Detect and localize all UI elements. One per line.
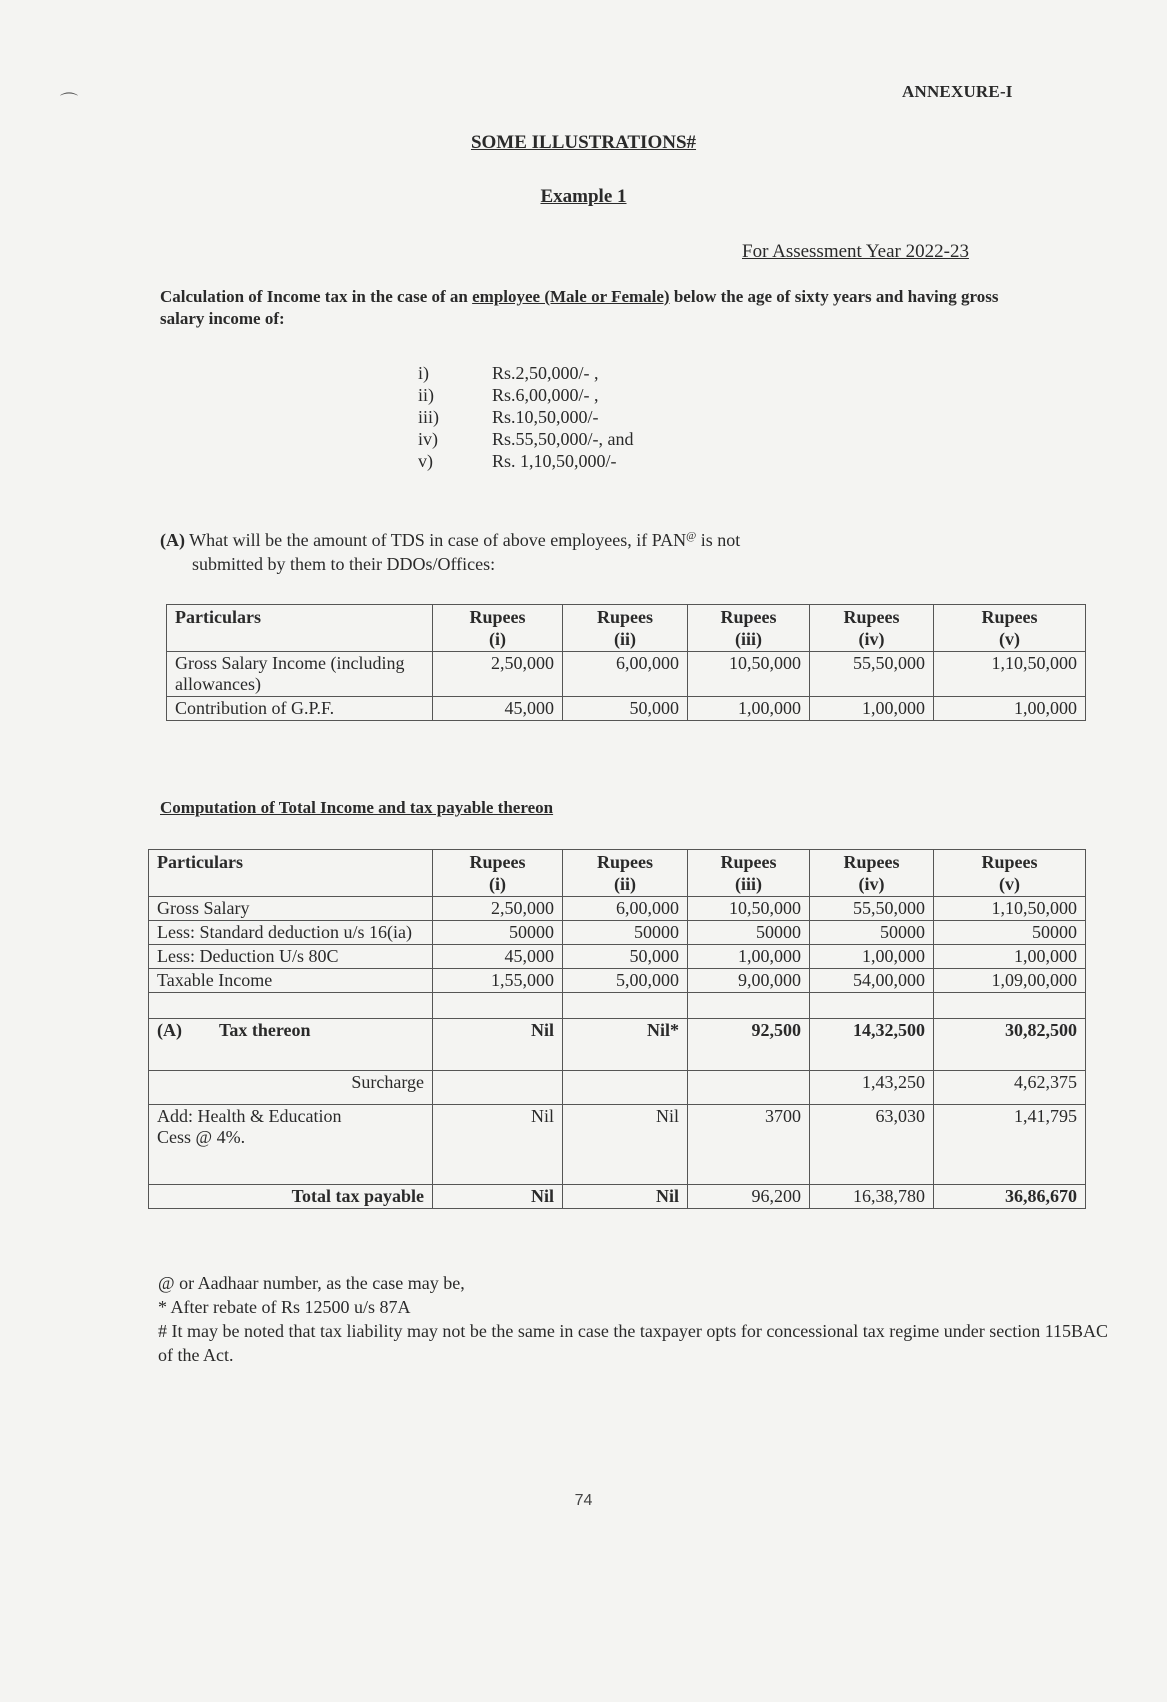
cell: 1,00,000 [688, 945, 810, 969]
page-title [0, 132, 1167, 154]
list-text: Rs.2,50,000/- , [492, 363, 599, 383]
cell: 50000 [563, 921, 688, 945]
cell: 50,000 [563, 945, 688, 969]
cell: 55,50,000 [810, 652, 934, 697]
example-text: Example 1 [540, 186, 627, 207]
cell: 6,00,000 [563, 652, 688, 697]
cell: 1,10,50,000 [934, 652, 1086, 697]
question-text: is not [696, 530, 741, 550]
table-row-total [149, 1185, 1086, 1209]
header-sub: (i) [489, 629, 506, 649]
cell: 10,50,000 [688, 897, 810, 921]
table-row [149, 897, 1086, 921]
cell: Nil* [563, 1019, 688, 1071]
table-row [167, 652, 1086, 697]
cell: 1,10,50,000 [934, 897, 1086, 921]
list-num: v) [418, 451, 433, 471]
cell: 1,00,000 [688, 697, 810, 721]
question-line-1 [160, 524, 960, 552]
cell: 50000 [433, 921, 563, 945]
list-item [418, 450, 634, 472]
table-row [149, 1071, 1086, 1105]
list-item [418, 406, 634, 428]
cell: 55,50,000 [810, 897, 934, 921]
row-label: Contribution of G.P.F. [167, 697, 433, 721]
row-label: Less: Deduction U/s 80C [149, 945, 433, 969]
list-num: iv) [418, 429, 438, 449]
row-label: Gross Salary Income (including allowances) [167, 652, 433, 697]
intro-paragraph [160, 286, 1040, 330]
cell: 4,62,375 [934, 1071, 1086, 1105]
header-text: Rupees [843, 852, 900, 872]
section-title: Computation of Total Income and tax payable thereon [160, 798, 554, 817]
cell: 45,000 [433, 697, 563, 721]
cell: 92,500 [688, 1019, 810, 1071]
list-item [418, 428, 634, 450]
list-text: Rs.6,00,000/- , [492, 385, 599, 405]
column-header [563, 605, 688, 652]
row-label-text: Tax thereon [219, 1020, 311, 1040]
table-header-row [149, 850, 1086, 897]
cell: 63,030 [810, 1105, 934, 1185]
column-header [810, 605, 934, 652]
intro-text-2: below the age of sixty years and having gross salary income of: [160, 287, 999, 328]
annexure-label: ANNEXURE-I [902, 82, 1013, 101]
header-sub: (iv) [858, 874, 885, 894]
cell: 1,41,795 [934, 1105, 1086, 1185]
row-label: Add: Health & Education Cess @ 4%. [149, 1105, 433, 1185]
header-sub: (iii) [735, 874, 762, 894]
column-header: Particulars [149, 850, 433, 897]
header-sub: (ii) [614, 874, 636, 894]
cell [934, 993, 1086, 1019]
header-sub: (iv) [858, 629, 885, 649]
assessment-year: For Assessment Year 2022-23 [742, 241, 969, 262]
table-row [149, 921, 1086, 945]
column-header [934, 605, 1086, 652]
question-label: (A) [160, 530, 185, 550]
cell [433, 1071, 563, 1105]
header-text: Rupees [843, 607, 900, 627]
cell [433, 993, 563, 1019]
cell: 1,00,000 [934, 945, 1086, 969]
row-label [149, 993, 433, 1019]
cell: 50,000 [563, 697, 688, 721]
list-num: iii) [418, 407, 439, 427]
column-header [688, 605, 810, 652]
column-header [934, 850, 1086, 897]
header-text: Rupees [981, 607, 1038, 627]
list-num: i) [418, 363, 429, 383]
cell [688, 993, 810, 1019]
header-sub: (i) [489, 874, 506, 894]
row-label: Total tax payable [149, 1185, 433, 1209]
question-line-2: submitted by them to their DDOs/Offices: [192, 554, 496, 574]
cell: 54,00,000 [810, 969, 934, 993]
cell: 5,00,000 [563, 969, 688, 993]
header-text: Rupees [981, 852, 1038, 872]
cell [688, 1071, 810, 1105]
column-header [563, 850, 688, 897]
column-header [810, 850, 934, 897]
cell: Nil [433, 1105, 563, 1185]
table-row [167, 697, 1086, 721]
header-sub: (ii) [614, 629, 636, 649]
cell: Nil [563, 1105, 688, 1185]
row-label: Gross Salary [149, 897, 433, 921]
question-text: What will be the amount of TDS in case of above employees, if PAN [185, 530, 687, 550]
cell: 50000 [810, 921, 934, 945]
cell: 2,50,000 [433, 897, 563, 921]
cell: 50000 [688, 921, 810, 945]
list-text: Rs. 1,10,50,000/- [492, 451, 617, 471]
header-sub: (v) [999, 629, 1020, 649]
footnote: * After rebate of Rs 12500 u/s 87A [158, 1297, 411, 1317]
computation-table [148, 849, 1086, 1209]
cell: 3700 [688, 1105, 810, 1185]
table-row [149, 1105, 1086, 1185]
footnote: # It may be noted that tax liability may not be the same in case the taxpayer opts for concessional tax regime under section 115BAC of the Act. [158, 1321, 1109, 1365]
cell: 1,00,000 [810, 945, 934, 969]
list-text: Rs.10,50,000/- [492, 407, 599, 427]
cell: 14,32,500 [810, 1019, 934, 1071]
column-header: Particulars [167, 605, 433, 652]
table-row [149, 945, 1086, 969]
cell [563, 1071, 688, 1105]
example-heading [0, 186, 1167, 208]
cell: Nil [433, 1185, 563, 1209]
list-item [418, 384, 634, 406]
cell: 10,50,000 [688, 652, 810, 697]
question-a [160, 524, 960, 576]
column-header [433, 850, 563, 897]
salary-input-table [166, 604, 1086, 721]
table-row [149, 969, 1086, 993]
column-header [433, 605, 563, 652]
cell: 30,82,500 [934, 1019, 1086, 1071]
header-text: Rupees [469, 852, 526, 872]
column-header [688, 850, 810, 897]
list-text: Rs.55,50,000/-, and [492, 429, 634, 449]
row-label: Taxable Income [149, 969, 433, 993]
row-label: Less: Standard deduction u/s 16(ia) [149, 921, 433, 945]
table-row-tax [149, 1019, 1086, 1071]
header-sub: (v) [999, 874, 1020, 894]
title-text: SOME ILLUSTRATIONS# [470, 132, 697, 153]
cell: 1,55,000 [433, 969, 563, 993]
cell [810, 993, 934, 1019]
intro-underlined: employee (Male or Female) [472, 287, 670, 306]
cell: 9,00,000 [688, 969, 810, 993]
cell: 1,00,000 [810, 697, 934, 721]
cell: Nil [433, 1019, 563, 1071]
cell: 96,200 [688, 1185, 810, 1209]
cell: 1,09,00,000 [934, 969, 1086, 993]
footnote: @ or Aadhaar number, as the case may be, [158, 1273, 465, 1293]
intro-text-1: Calculation of Income tax in the case of an [160, 287, 473, 306]
list-num: ii) [418, 385, 434, 405]
header-text: Rupees [596, 852, 653, 872]
cell: 1,43,250 [810, 1071, 934, 1105]
cell: 2,50,000 [433, 652, 563, 697]
row-prefix: (A) [157, 1020, 182, 1040]
cell: 50000 [934, 921, 1086, 945]
list-item [418, 362, 634, 384]
header-text: Rupees [720, 607, 777, 627]
header-text: Rupees [596, 607, 653, 627]
page-number: 74 [574, 1492, 593, 1509]
cell: 1,00,000 [934, 697, 1086, 721]
table-row-blank [149, 993, 1086, 1019]
cell: 36,86,670 [934, 1185, 1086, 1209]
header-text: Rupees [720, 852, 777, 872]
row-label: Surcharge [149, 1071, 433, 1105]
cell: 6,00,000 [563, 897, 688, 921]
cell: Nil [563, 1185, 688, 1209]
footnotes [158, 1271, 1118, 1367]
salary-list [418, 362, 634, 472]
cell [563, 993, 688, 1019]
cell: 45,000 [433, 945, 563, 969]
row-label [149, 1019, 433, 1071]
header-text: Rupees [469, 607, 526, 627]
table-header-row [167, 605, 1086, 652]
footnote-marker: @ [686, 530, 697, 542]
scan-mark: ⌒ [60, 92, 78, 112]
header-sub: (iii) [735, 629, 762, 649]
cell: 16,38,780 [810, 1185, 934, 1209]
